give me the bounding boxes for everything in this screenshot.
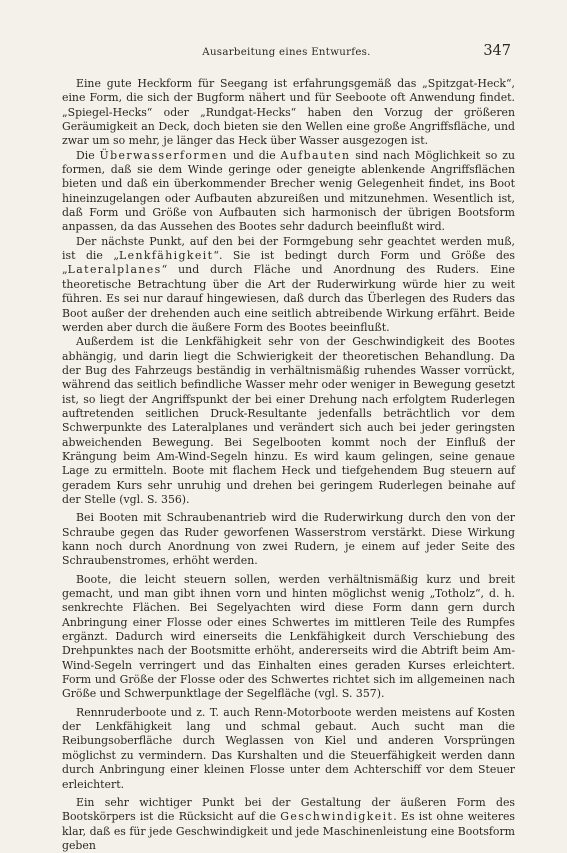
spaced-term: Überwasserformen (99, 148, 228, 162)
paragraph-lenkfaehigkeit (62, 235, 515, 335)
paragraph-bootsform-geschwindigkeit (62, 796, 515, 853)
paragraph-text: Bei Booten mit Schraubenantrieb wird die Ruderwirkung durch den von der Schraube gegen das Ruder geworfenen Wasserstrom verstärkt. Diese Wirkung kann noch durch Anordnung von zwei Rudern, je einem auf jeder Seite des Schraubenstromes, erhöht werden. (62, 511, 515, 568)
spaced-term: Lateralplanes (67, 263, 162, 277)
spaced-term: Aufbauten (280, 148, 351, 162)
running-head (62, 43, 511, 61)
spaced-term: Geschwindigkeit (280, 810, 394, 824)
body-text (62, 77, 515, 853)
paragraph-text: Der nächste Punkt, auf den bei der Formgebung sehr geachtet werden muß, ist die „ (62, 234, 515, 263)
running-title: Ausarbeitung eines Entwurfes. (202, 47, 371, 58)
paragraph-text: Boote, die leicht steuern sollen, werden verhältnismäßig kurz und breit gemacht, und man gibt ihnen vorn und hinten möglichst wenig „Totholz“, d. h. senkrechte Flächen. Bei Segelyachten wird diese Form dann gern durch Anbringung einer Flosse oder eines Schwertes im mittleren Teile des Rumpfes ergänzt. Dadurch wird einerseits die Lenkfähigkeit durch Verschiebung des Drehpunktes nach der Bootsmitte erhöht, andererseits wird die Abtrift beim Am-Wind-Segeln verringert und das Einhalten eines geraden Kurses erleichtert. Form und Größe der Flosse oder des Schwertes richtet sich im allgemeinen nach Größe und Schwerpunktlage der Segelfläche (vgl. S. 357). (62, 572, 515, 701)
page-number: 347 (483, 43, 511, 59)
paragraph-schraubenantrieb (62, 511, 515, 568)
paragraph-text: Rennruderboote und z. T. auch Renn-Motorboote werden meistens auf Kosten der Lenkfähigkeit lang und schmal gebaut. Auch sucht man die Reibungsoberfläche durch Weglassen von Kiel und anderen Vorsprüngen möglichst zu vermindern. Das Kurshalten und die Steuerfähigkeit werden dann durch Anbringung einer kleinen Flosse unter dem Achterschiff vor dem Steuer erleichtert. (62, 705, 515, 791)
paragraph-boote-leicht-steuern (62, 573, 515, 702)
paragraph-text: “ und durch Fläche und Anordnung des Ruders. Eine theoretische Betrachtung über die Art der Ruderwirkung würde hier zu weit führen. Es sei nur darauf hingewiesen, daß durch das Überlegen des Ruders das Boot außer der drehenden auch eine seitlich abtreibende Wirkung erfährt. Beide werden aber durch die äußere Form des Bootes beeinflußt. (62, 263, 515, 334)
paragraph-text: Außerdem ist die Lenkfähigkeit sehr von der Geschwindigkeit des Bootes abhängig, und darin liegt die Schwierigkeit der theoretischen Behandlung. Da der Bug des Fahrzeugs beständig in verhältnismäßig ruhendes Wasser vorrückt, während das seitlich befindliche Wasser mehr oder weniger in Bewegung gesetzt ist, so liegt der Angriffspunkt der bei einer Drehung nach erfolgtem Ruderlegen auftretenden seitlichen Druck-Resultante jedenfalls beträchtlich vor dem Schwerpunkte des Lateralplanes und verändert sich auch bei jeder geringsten abweichenden Bewegung. Bei Segelbooten kommt noch der Einfluß der Krängung beim Am-Wind-Segeln hinzu. Es wird kaum gelingen, seine genaue Lage zu ermitteln. Boote mit flachem Heck und tiefgehendem Bug steuern auf geradem Kurs sehr unruhig und drehen bei geringem Ruderlegen beinahe auf der Stelle (vgl. S. 356). (62, 335, 515, 506)
paragraph-text: und die (227, 148, 281, 162)
paragraph-text: sind nach Möglichkeit so zu formen, daß sie dem Winde geringe oder geneigte ablenkende Angriffsflächen bieten und daß ein überkommender Brecher wenig Gelegenheit findet, ins Boot hineinzugelangen oder Aufbauten abzureißen und mitzunehmen. Wesentlich ist, daß Form und Größe von Aufbauten sich harmonisch der übrigen Bootsform anpassen, da das Aussehen des Bootes sehr dadurch beeinflußt wird. (62, 148, 515, 234)
paragraph-text: . Es ist ohne weiteres klar, daß es für jede Geschwindigkeit und jede Maschinenleistung eine Bootsform geben (62, 810, 516, 852)
paragraph-heckform (62, 77, 515, 149)
paragraph-text: “. Sie ist bedingt durch Form und Größe des „ (62, 249, 515, 277)
paragraph-geschwindigkeit-abhaengig (62, 335, 515, 507)
paragraph-text: Ein sehr wichtiger Punkt bei der Gestaltung der äußeren Form des Bootskörpers ist die Rücksicht auf die (62, 795, 515, 824)
paragraph-text: Die (76, 148, 100, 162)
paragraph-text: Eine gute Heckform für Seegang ist erfahrungsgemäß das „Spitzgat-Heck“, eine Form, die sich der Bugform nähert und für Seeboote oft Anwendung findet. „Spiegel-Hecks“ oder „Rundgat-Hecks“ haben den Vorzug der größeren Geräumigkeit an Deck, doch bieten sie den Wellen eine große Angriffsfläche, und zwar um so mehr, je länger das Heck über Wasser ausgezogen ist. (62, 77, 515, 148)
paragraph-rennruderboote (62, 706, 515, 792)
paragraph-ueberwasserformen (62, 149, 515, 235)
spaced-term: Lenkfähigkeit (118, 249, 214, 263)
